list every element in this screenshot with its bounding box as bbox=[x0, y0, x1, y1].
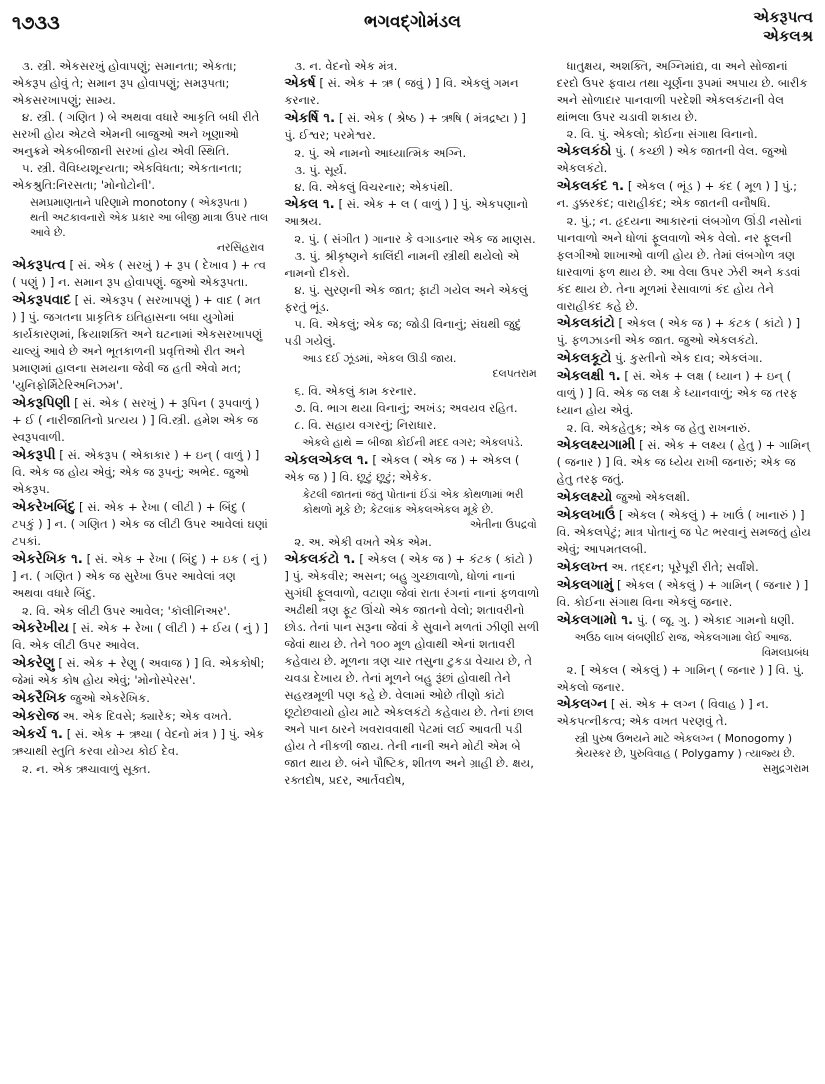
entry-headword: એકરૂપત્વ bbox=[12, 257, 66, 273]
sense-paragraph: ૫. વિ. એકલું; એક જ; જોડી વિનાનું; સંઘથી જુદું પડી ગયેલું. bbox=[284, 317, 522, 348]
entry-definition: [ સં. એક + લક્ષ ( ધ્યાન ) + ઇન્ ( વાળું ) ] વિ. એક જ લક્ષ કે ધ્યાનવાળું; એક જ તરફ ધ્યાન હોય એવું. bbox=[556, 369, 798, 417]
entry-definition: [ સં. એકરૂપ ( એકાકાર ) + ઇન્ ( વાળું ) ] વિ. એક જ હોય એવું; એક જ રૂપનું; અભેદ. જુઓ એકરૂપ. bbox=[12, 448, 260, 496]
dictionary-entry bbox=[284, 110, 540, 144]
dictionary-entry bbox=[557, 489, 813, 506]
entry-definition: [ સં. એકરૂપ ( સરખાપણું ) + વાદ ( મત ) ] પું. જગતના પ્રાકૃતિક ઇતિહાસના બધા યુગોમાં કાર્યકારણમાં, ક્રિયાશક્તિ અને ઘટનામાં એકસરખાપણું ચાલ્યું આવે છે અને ભૂતકાળની પ્રવૃત્તિઓ રીત અને પ્રમાણમાં હાલના સમયના જેવી જ હતી એવો મત; 'યુનિફોર્મિટેરિઅનિઝમ'. bbox=[12, 293, 263, 392]
entry-headword: એકરેખબિંદુ bbox=[12, 499, 76, 515]
entry-headword: એકલગામું bbox=[556, 577, 614, 593]
sense-paragraph: ૨. પું.; ન. હૃદયના આકારનાં લંબગોળ ઊંડી નસોનાં પાનવાળો અને ધોળાં ફૂલવાળો એક વેલો. નર ફૂલની ફલગીઓ શાખાઓ વાળી હોય છે. તેમાં લંબગોળ ત્રણ ધારવાળાં ફળ થાય છે. આ વેલા ઉપર ઝેરી અને કડવાં કંદ થાય છે. તેના મૂળમાં રેસાવાળાં કંદ હોય તેને વારાહીકંદ કહે છે. bbox=[556, 214, 802, 313]
entry-headword: એકલખ્ત bbox=[556, 559, 608, 575]
quote-source: એતીના ઉપદ્રવો bbox=[469, 518, 537, 531]
dictionary-entry bbox=[284, 75, 540, 109]
sense-paragraph: ૨. [ એકલ ( એકલું ) + ગામિન્ ( જનાર ) ] વિ. પું. એકલો જનાર. bbox=[556, 663, 805, 694]
entry-headword: એકલકંઠો bbox=[556, 143, 612, 159]
dictionary-entry bbox=[12, 292, 268, 394]
entry-definition: અ. તદ્દન; પૂરેપૂરી રીતે; સર્વાંશે. bbox=[607, 560, 759, 574]
entry-definition: [ એકલ ( એકલું ) + ગામિન્ ( જનાર ) ] વિ. કોઈના સંગાથ વિના એકલું જનાર. bbox=[556, 578, 809, 609]
quote-text: કેટલી જાતનાં જંતુ પોતાનાં ઈંડાં એક કોથળામાં ભરી કોથળો મૂકે છે; કેટલાંક એકલએકલ મૂકે છે. bbox=[302, 488, 524, 516]
quote-source: દલપતરામ bbox=[492, 367, 537, 380]
entry-headword: એકરેણુ bbox=[12, 655, 55, 671]
usage-quote bbox=[302, 351, 540, 381]
column-3 bbox=[557, 58, 813, 1078]
entry-definition: પું. ( જૂ. ગુ. ) એકાદ ગામનો ધણી. bbox=[633, 613, 795, 627]
entry-definition: પું. ( કચ્છી ) એક જાતની વેલ. જુઓ એકલકંટો. bbox=[556, 144, 788, 175]
entry-headword: એકર્ચ ૧. bbox=[12, 726, 64, 742]
entry-headword: એકલકૂટો bbox=[556, 350, 612, 366]
usage-quote bbox=[302, 487, 540, 532]
sense-paragraph: ૬. વિ. એકલું કામ કરનાર. bbox=[294, 384, 417, 398]
dictionary-entry bbox=[557, 696, 813, 730]
book-title: ભગવદ્ગોમંડલ bbox=[364, 12, 461, 32]
dictionary-entry bbox=[12, 708, 268, 725]
dictionary-entry bbox=[557, 437, 813, 488]
guide-word-bottom: એકલશ્ર bbox=[763, 27, 813, 45]
dictionary-entry bbox=[557, 368, 813, 419]
entry-headword: એકલ ૧. bbox=[284, 196, 335, 212]
sense-paragraph: ૩. ન. વેદનો એક મંત્ર. bbox=[294, 59, 398, 73]
sense-paragraph: ૨. વિ. એકહેતુક; એક જ હેતુ રાખનારું. bbox=[566, 421, 751, 435]
entry-definition: [ એકલ ( ભૂંડ ) + કંદ ( મૂળ ) ] પું.; ન. ડુક્કરકંદ; વારાહીકંદ; એક જાતની વનૌષધિ. bbox=[556, 179, 798, 210]
dictionary-entry bbox=[12, 726, 268, 760]
entry-headword: એકલકંટો ૧. bbox=[284, 551, 356, 567]
entry-definition: [ સં. એક + ઋ ( જવું ) ] વિ. એકલું ગમન કરનાર. bbox=[284, 76, 519, 107]
dictionary-entry bbox=[557, 350, 813, 367]
entry-definition: [ સં. એક ( સરખું ) + રૂપિન ( રૂપવાળું ) + ઈ ( નારીજાતિનો પ્રત્યય ) ] વિ.સ્ત્રી. હમેશ એક જ સ્વરૂપવાળી. bbox=[12, 396, 260, 444]
usage-quote bbox=[302, 435, 540, 450]
sense-paragraph: ૮. વિ. સહાય વગરનું; નિરાધાર. bbox=[294, 418, 437, 432]
entry-headword: એકલગામો ૧. bbox=[556, 612, 634, 628]
dictionary-entry bbox=[557, 559, 813, 576]
entry-definition: પું. કુસ્તીનો એક દાવ; એકલંગા. bbox=[611, 351, 763, 365]
entry-definition: [ સં. એક + ઋચા ( વેદનો મંત્ર ) ] પું. એક ઋચાથી સ્તુતિ કરવા યોગ્ય કોઈ દેવ. bbox=[12, 727, 265, 758]
dictionary-entry bbox=[557, 577, 813, 611]
sense-paragraph: ૨. ન. એક ઋચાવાળું સૂક્ત. bbox=[22, 762, 151, 776]
sense-paragraph: ધાતુક્ષય, અશક્તિ, અગ્નિમાંદ્ય, વા અને સોજાનાં દરદો ઉપર ફવાય તથા ચૂર્ણના રૂપમાં અપાય છે. બારીક અને સોળાદાર પાનવાળી પરદેશી એકલકંટાની વેલ થાંભલા ઉપર ચડાવી શકાય છે. bbox=[556, 59, 808, 124]
quote-text: આડ દઈ ઝૂંડમાં, એકલ ઊડી જાય. bbox=[302, 352, 457, 365]
entry-headword: એકર્ષિ ૧. bbox=[284, 110, 336, 126]
sense-paragraph: ૩. સ્ત્રી. એકસરખું હોવાપણું; સમાનતા; એકતા; એકરૂપ હોવું તે; સમાન રૂપ હોવાપણું; સમરૂપતા; એકસરખાપણું; સામ્ય. bbox=[12, 59, 237, 107]
sense-paragraph: ૩. પું. સૂર્ય. bbox=[294, 163, 347, 177]
entry-headword: એકલક્ષી ૧. bbox=[556, 368, 621, 384]
entry-definition: [ એકલ ( એક જ ) + કંટક ( કાંટો ) ] પું. ફળઝાડની એક જાત. જુઓ એકલકંટો. bbox=[556, 316, 801, 347]
entry-definition: [ એકલ ( એક જ ) + એકલ ( એક જ ) ] વિ. છૂટું છૂટું; એકેક. bbox=[284, 453, 520, 484]
dictionary-entry bbox=[557, 178, 813, 212]
sense-paragraph: ૨. વિ. પું. એકલો; કોઈના સંગાથ વિનાનો. bbox=[566, 127, 758, 141]
entry-headword: એકલક્ષ્યગામી bbox=[556, 437, 636, 453]
sense-paragraph: ૪. પું. સુરણની એક જાત; ફાટી ગયેલ અને એકલું ફરતું ભૂંડ. bbox=[284, 283, 528, 314]
usage-quote bbox=[575, 731, 813, 776]
entry-definition: [ સં. એક + લગ્ન ( વિવાહ ) ] ન. એકપત્નીકત્વ; એક વખત પરણવું તે. bbox=[556, 697, 769, 728]
entry-headword: એકલગ્ન bbox=[556, 696, 608, 712]
usage-quote bbox=[30, 195, 268, 255]
quote-source: વિમલપ્રબંધ bbox=[761, 646, 809, 659]
entry-definition: [ સં. એક + રેખા ( બિંદુ ) + ઇક ( નું ) ] ન. ( ગણિત ) એક જ સુરેખા ઉપર આવેલાં ત્રણ અથવા વધારે બિંદુ. bbox=[12, 552, 268, 600]
dictionary-entry bbox=[12, 655, 268, 689]
sense-paragraph: ૪. વિ. એકલું વિચરનાર; એકપંથી. bbox=[294, 180, 453, 194]
entry-definition: [ સં. એક ( શ્રેષ્ઠ ) + ઋષિ ( મંત્રદ્રષ્ટા ) ] પું. ઈશ્વર; પરમેશ્વર. bbox=[284, 111, 526, 142]
quote-source: સમુદ્રગરામ bbox=[762, 762, 809, 775]
dictionary-entry bbox=[284, 196, 540, 230]
dictionary-entry bbox=[284, 551, 540, 789]
sense-paragraph: ૩. પું. શ્રીકૃષ્ણને કાલિંદી નામની સ્ત્રીથી થયેલો એ નામનો દીકરો. bbox=[284, 249, 520, 280]
quote-text: સ્ત્રી પુરુષ ઉભયને માટે એકલગ્ન ( Monogomy ) શ્રેયસ્કર છે, પુરુવિવાહ ( Polygamy ) ત્યાજ્ય છે. bbox=[574, 732, 796, 760]
dictionary-entry bbox=[12, 257, 268, 291]
entry-headword: એકલખાઉં bbox=[556, 507, 616, 523]
entry-definition: અ. એક દિવસે; ક્યારેક; એક વખતે. bbox=[58, 709, 232, 723]
dictionary-entry bbox=[12, 447, 268, 498]
entry-headword: એકલક્ષ્યો bbox=[556, 489, 613, 505]
entry-headword: એકર્ષ bbox=[284, 75, 316, 91]
entry-definition: [ સં. એક + લ ( વાળું ) ] પું. એકપણાનો આશ્રય. bbox=[284, 197, 529, 228]
dictionary-entry bbox=[557, 143, 813, 177]
entry-definition: જુઓ એકલક્ષી. bbox=[612, 490, 690, 504]
entry-definition: [ એકલ ( એકલું ) + ખાઉં ( ખાનારું ) ] વિ. એકલપેટું; માત્ર પોતાનું જ પેટ ભરવાનું સમજતું હોય એવું; આપમતલબી. bbox=[556, 508, 811, 556]
guide-word-top: એકરૂપત્વ bbox=[753, 8, 813, 26]
entry-headword: એકરૂપવાદ bbox=[12, 292, 71, 308]
quote-text: એકલે હાથે = બીજા કોઈની મદદ વગર; એકલપંડે. bbox=[302, 436, 524, 449]
entry-definition: [ સં. એક + રેખા ( લીટી ) + ઈય ( નું ) ] વિ. એક લીટી ઉપર આવેલ. bbox=[12, 621, 269, 652]
quote-text: સમપ્રમાણતાને પરિણામે monotony ( એકરૂપતા ) થતી અટકાવનારો એક પ્રકાર આ બીજી માત્રા ઉપર તાલ આવે છે. bbox=[30, 196, 269, 239]
usage-quote bbox=[575, 630, 813, 660]
sense-paragraph: ૭. વિ. ભાગ થયા વિનાનું; અખંડ; અવયવ રહિત. bbox=[294, 401, 518, 415]
entry-definition: જુઓ એકરેખિક. bbox=[66, 691, 150, 705]
sense-paragraph: ૨. વિ. એક લીટી ઉપર આવેલ; 'કૉલીનિઅર'. bbox=[22, 604, 231, 618]
sense-paragraph: ૫. સ્ત્રી. વૈવિધ્યશૂન્યતા; એકવિધતા; એકતાનતા; એકશ્રુતિ:નિરસતા; 'મોનોટોની'. bbox=[12, 161, 242, 192]
guide-words bbox=[753, 8, 813, 46]
page-header bbox=[12, 6, 813, 56]
page-number: ૧૭૩૩ bbox=[12, 12, 60, 34]
entry-definition: [ સં. એક + રેખા ( લીટી ) + બિંદુ ( ટપકું ) ] ન. ( ગણિત ) એક જ લીટી ઉપર આવેલાં ઘણાં ટપકાં. bbox=[12, 500, 268, 548]
dictionary-entry bbox=[557, 315, 813, 349]
dictionary-entry bbox=[557, 612, 813, 629]
dictionary-entry bbox=[12, 499, 268, 550]
sense-paragraph: ૨. પું. એ નામનો આધ્યાત્મિક અગ્નિ. bbox=[294, 146, 467, 160]
quote-text: અઉઠ લાખ લંબણીઈ રાજ, એકલગામા લેઈ આજ. bbox=[574, 631, 793, 644]
sense-paragraph: ૨. અ. એકી વખતે એક એમ. bbox=[294, 535, 432, 549]
entry-headword: એકરેખીય bbox=[12, 620, 69, 636]
entry-definition: [ સં. એક ( સરખું ) + રૂપ ( દેખાવ ) + ત્વ ( પણું ) ] ન. સમાન રૂપ હોવાપણું. જુઓ એકરૂપતા. bbox=[12, 258, 266, 289]
column-2 bbox=[284, 58, 540, 1078]
entry-definition: [ એકલ ( એક જ ) + કંટક ( કાંટો ) ] પું. એકવીર; અસન; બહુ ગુચ્છાવાળો, ધોળાં નાનાં સુગંધી ફૂલવાળો, વટાણા જેવાં રાતા રંગનાં નાનાં ફળવાળો અઢીથી ત્રણ ફૂટ ઊંચો એક જાતનો વેલો; શતાવરીનો છોડ. તેનાં પાન સરૂના જેવાં કે સુવાને મળતાં ઝીણી સળી જેવાં થાય છે. તેને ૧૦૦ મૂળ હોવાથી એનાં શતાવરી કહેવાય છે. મૂળના ત્રણ ચાર તસુના ટુકડા વેચાય છે, તે ચવડા દેખાય છે. તેનાં મૂળને બહુ રૂંછાં હોવાથી તેને સહસ્ત્રમૂળી પણ કહે છે. વેલામાં ઓછે તીણો કાંટો છૂટોછવાયો હોય માટે એકલકંટો કહેવાય છે. તેનાં છાલ અને પાન ઠારને ખવરાવવાથી પેટમાં લઈ આવતી પડી હોય તે નીકળી જાય. તેની નાની અને મોટી એમ બે જાત થાય છે. બંને પૌષ્ટિક, શીતળ અને ગ્રાહી છે. ક્ષય, રક્તદોષ, પ્રદર, આર્તવદોષ, bbox=[284, 552, 540, 787]
entry-headword: એકરૂપી bbox=[12, 447, 56, 463]
entry-definition: [ સં. એક + લક્ષ્ય ( હેતુ ) + ગામિન્ ( જનાર ) ] વિ. એક જ ધ્યેય રાખી જનારું; એક જ હેતુ તરફ જતું. bbox=[556, 438, 810, 486]
column-1 bbox=[12, 58, 268, 1078]
entry-headword: એકલકાંટો bbox=[556, 315, 615, 331]
dictionary-entry bbox=[557, 507, 813, 558]
dictionary-entry bbox=[12, 690, 268, 707]
dictionary-columns bbox=[12, 58, 813, 1078]
dictionary-entry bbox=[284, 452, 540, 486]
entry-headword: એકલએકલ ૧. bbox=[284, 452, 369, 468]
entry-headword: એકરૈખિક bbox=[12, 690, 67, 706]
dictionary-entry bbox=[12, 395, 268, 446]
dictionary-entry bbox=[12, 551, 268, 602]
dictionary-entry bbox=[12, 620, 268, 654]
quote-source: નરસિંહરાવ bbox=[216, 241, 265, 254]
entry-headword: એકરેખિક ૧. bbox=[12, 551, 83, 567]
entry-headword: એકરોજ bbox=[12, 708, 59, 724]
entry-headword: એકરૂપિણી bbox=[12, 395, 71, 411]
sense-paragraph: ૨. પું. ( સંગીત ) ગાનાર કે વગાડનાર એક જ માણસ. bbox=[294, 232, 536, 246]
sense-paragraph: ૪. સ્ત્રી. ( ગણિત ) બે અથવા વધારે આકૃતિ બધી રીતે સરખી હોય એટલે એમની બાજુઓ અને ખૂણાઓ અનુક્રમે એકબીજાની સરખાં હોય એવી સ્થિતિ. bbox=[12, 110, 260, 158]
entry-headword: એકલકંદ ૧. bbox=[556, 178, 625, 194]
entry-definition: [ સં. એક + રેણુ ( અવાજ ) ] વિ. એકકોષી; જેમાં એક કોષ હોય એવું; 'મોનોસ્પેરસ'. bbox=[12, 656, 265, 687]
